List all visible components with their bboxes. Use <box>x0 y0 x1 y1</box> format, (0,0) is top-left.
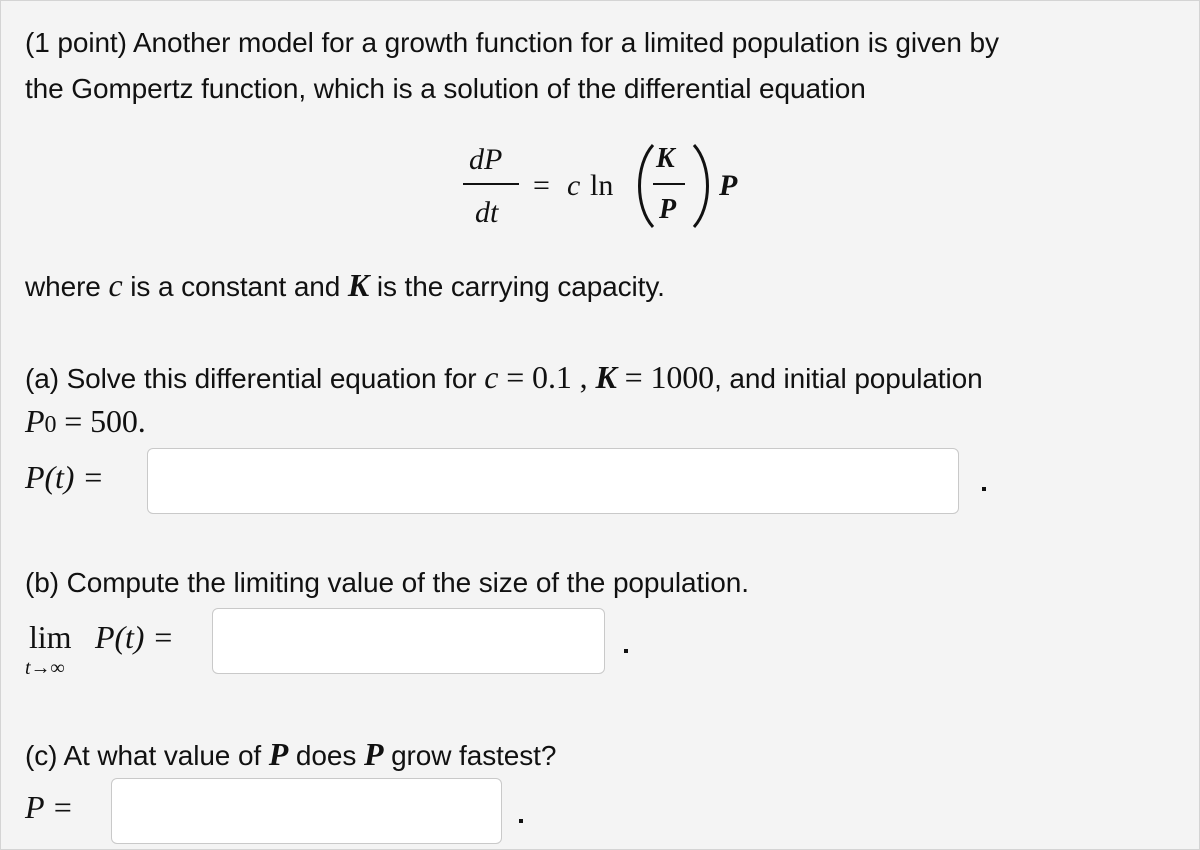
intro-line-2: the Gompertz function, which is a solution of the differential equation <box>25 73 866 104</box>
where-suffix: is the carrying capacity. <box>369 271 665 302</box>
part-a-prefix: (a) Solve this differential equation for <box>25 363 485 394</box>
answer-c-input[interactable] <box>111 778 502 844</box>
part-c-prefix: (c) At what value of <box>25 740 269 771</box>
equals-sign: = <box>533 169 550 202</box>
part-a-c-value: = 0.1 , <box>498 359 596 395</box>
intro-line-1: (1 point) Another model for a growth function for a limited population is given by <box>25 27 999 58</box>
initial-p: P <box>25 403 45 439</box>
initial-p-value: = 500. <box>56 403 146 439</box>
answer-c-period <box>519 819 523 823</box>
answer-a-label: P(t) = <box>25 459 104 495</box>
where-c: c <box>108 267 123 303</box>
part-a-k-value: = 1000 <box>616 359 715 395</box>
part-a-suffix: , and initial population <box>714 363 983 394</box>
part-c-p2: P <box>363 736 384 772</box>
fraction-bar <box>463 183 519 185</box>
where-line <box>25 267 665 304</box>
fraction-denominator: dt <box>475 196 499 229</box>
answer-a-input[interactable] <box>147 448 959 514</box>
answer-b-input[interactable] <box>212 608 605 674</box>
part-c-p1: P <box>268 736 289 772</box>
limit-expression: P(t) = <box>95 619 174 655</box>
answer-c-label: P = <box>25 789 74 825</box>
part-c-suffix: grow fastest? <box>383 740 557 771</box>
ln-function: ln <box>590 169 614 202</box>
inner-denominator-p: P <box>659 194 677 225</box>
where-prefix: where <box>25 271 109 302</box>
where-k: K <box>347 267 370 303</box>
limit-operator: lim <box>29 619 72 655</box>
constant-c: c <box>567 169 581 202</box>
fraction-numerator: dP <box>469 143 503 176</box>
part-a-question <box>25 359 983 396</box>
part-a-c: c <box>484 359 499 395</box>
part-b-question: (b) Compute the limiting value of the size of the population. <box>25 567 749 598</box>
inner-fraction-bar <box>653 183 685 185</box>
initial-p-subscript: 0 <box>44 412 57 438</box>
right-paren <box>684 141 724 231</box>
answer-a-period <box>982 487 986 491</box>
part-c-question <box>25 736 556 773</box>
inner-numerator-k: K <box>656 143 675 174</box>
limit-subscript: t→∞ <box>25 657 65 679</box>
part-a-initial <box>25 403 146 440</box>
answer-b-period <box>624 649 628 653</box>
where-mid: is a constant and <box>122 271 348 302</box>
outer-p: P <box>719 169 738 202</box>
part-c-mid: does <box>288 740 364 771</box>
part-a-k: K <box>595 359 617 395</box>
